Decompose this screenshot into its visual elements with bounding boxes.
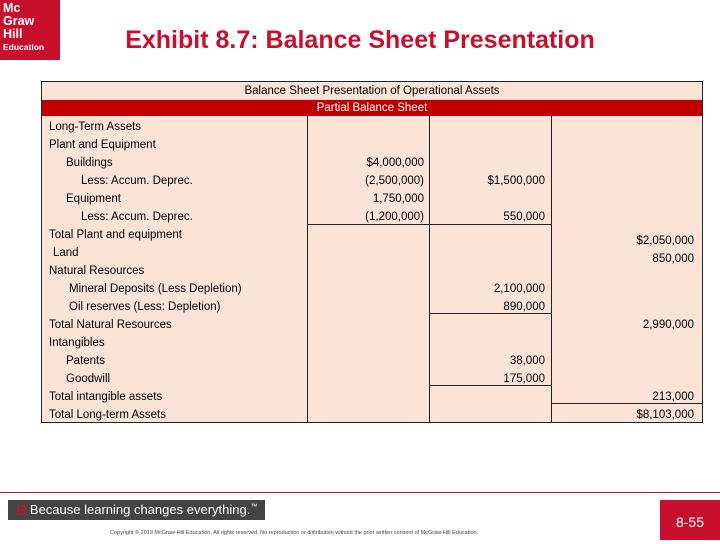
table-header-subtitle: Partial Balance Sheet: [42, 100, 702, 116]
slide-title: Exhibit 8.7: Balance Sheet Presentation: [125, 26, 595, 54]
amount-cell: $4,000,000: [366, 157, 424, 169]
row-label: Less: Accum. Deprec.: [81, 211, 193, 223]
trademark-symbol: ™: [250, 503, 258, 511]
amount-cell: 2,100,000: [493, 283, 545, 295]
amount-cell: 38,000: [509, 355, 545, 367]
row-label: Total intangible assets: [49, 391, 163, 403]
tagline-mark-icon: ⊟: [16, 502, 27, 517]
amount-cell: 175,000: [503, 373, 545, 385]
logo-line-3: Hill: [3, 27, 23, 41]
amount-cell: 550,000: [503, 211, 545, 223]
column-divider: [551, 116, 552, 422]
amount-cell: 2,990,000: [642, 319, 694, 331]
amount-cell: $2,050,000: [636, 235, 694, 247]
row-label: Intangibles: [49, 337, 105, 349]
row-label: Buildings: [66, 157, 113, 169]
column-divider: [429, 116, 430, 422]
amount-cell: (1,200,000): [365, 211, 424, 223]
logo-line-2: Graw: [3, 14, 35, 28]
row-label: Total Plant and equipment: [49, 229, 182, 241]
footer-divider: [0, 492, 720, 493]
row-label: Total Long-term Assets: [49, 409, 166, 421]
row-label: Plant and Equipment: [49, 139, 156, 151]
row-label: Less: Accum. Deprec.: [81, 175, 193, 187]
footer-tagline: [8, 500, 265, 520]
copyright-notice: Copyright © 2019 McGraw-Hill Education. All rights reserved. No reproduction or distribution without the prior written consent of McGraw-Hill Education.: [110, 530, 479, 536]
balance-sheet-table: [41, 81, 703, 423]
row-label: Total Natural Resources: [49, 319, 172, 331]
row-label: Patents: [66, 355, 105, 367]
amount-cell: (2,500,000): [365, 175, 424, 187]
amount-cell: $1,500,000: [487, 175, 545, 187]
amount-cell: 850,000: [652, 253, 694, 265]
table-header-title: Balance Sheet Presentation of Operational Assets: [42, 82, 702, 100]
logo-line-1: Mc: [3, 1, 21, 15]
row-label: Oil reserves (Less: Depletion): [69, 301, 221, 313]
page-number: 8-55: [660, 500, 720, 540]
row-label: Mineral Deposits (Less Depletion): [69, 283, 242, 295]
amount-cell: $8,103,000: [636, 409, 694, 421]
amount-cell: 1,750,000: [372, 193, 424, 205]
row-label: Natural Resources: [49, 265, 145, 277]
tagline-text: Because learning changes everything.: [29, 502, 251, 517]
row-label: Equipment: [66, 193, 121, 205]
amount-cell: 890,000: [503, 301, 545, 313]
row-label: Goodwill: [66, 373, 111, 385]
column-divider: [307, 116, 308, 422]
row-label: Long-Term Assets: [49, 121, 142, 133]
logo-line-4: Education: [3, 42, 45, 52]
amount-cell: 213,000: [652, 391, 694, 403]
row-label: Land: [53, 247, 79, 259]
